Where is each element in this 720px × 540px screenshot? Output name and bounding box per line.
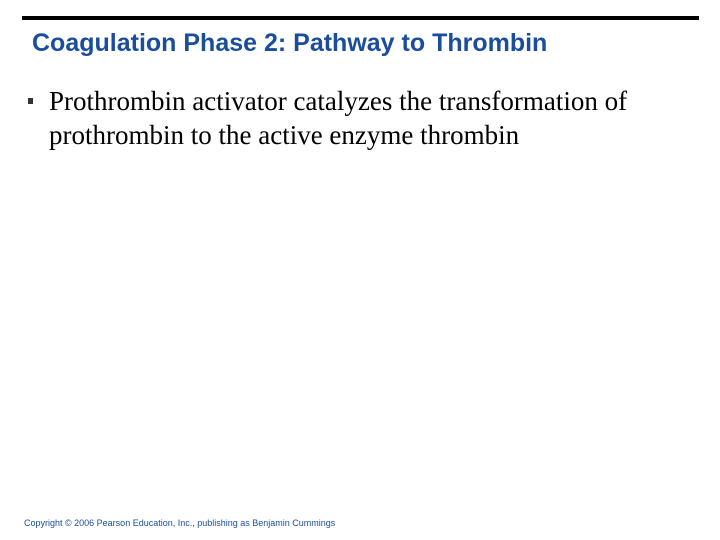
bullet-text: Prothrombin activator catalyzes the transformation of prothrombin to the active enzyme thrombin — [49, 86, 628, 150]
bullet-list — [28, 84, 688, 152]
copyright-footer: Copyright © 2006 Pearson Education, Inc., publishing as Benjamin Cummings — [24, 518, 336, 528]
title-divider — [22, 16, 699, 20]
square-bullet-icon — [28, 98, 33, 104]
slide-title: Coagulation Phase 2: Pathway to Thrombin — [32, 29, 548, 57]
bullet-item — [28, 84, 688, 152]
